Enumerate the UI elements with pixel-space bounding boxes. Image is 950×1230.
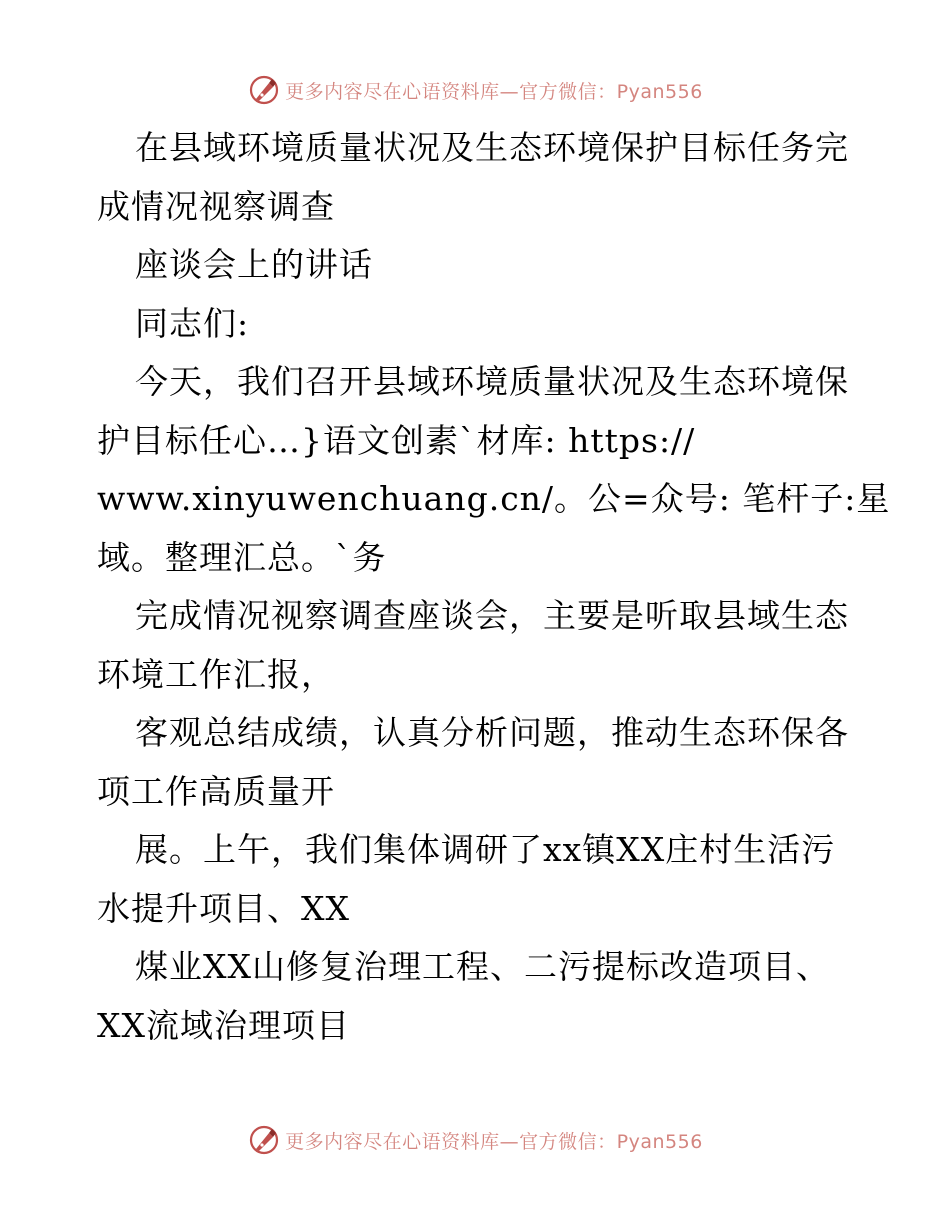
paragraph-line: 项工作高质量开 — [97, 771, 335, 811]
paragraph-line: 环境工作汇报， — [97, 654, 335, 694]
paragraph-line: XX流域治理项目 — [97, 1005, 350, 1045]
salutation: 同志们: — [135, 303, 250, 343]
footer-banner — [0, 1120, 950, 1160]
paragraph-line: 域。整理汇总。`务 — [97, 537, 387, 577]
paragraph-line: 煤业XX山修复治理工程、二污提标改造项目、 — [135, 947, 830, 986]
header-banner-content — [247, 73, 703, 107]
paragraph-line: 完成情况视察调查座谈会，主要是听取县域生态 — [135, 596, 849, 635]
paragraph-line: 水提升项目、XX — [97, 888, 350, 928]
document-body — [97, 123, 891, 1059]
paragraph-line: 今天，我们召开县域环境质量状况及生态环境保 — [135, 362, 849, 401]
footer-banner-text: 更多内容尽在心语资料库—官方微信：Pyan556 — [285, 1130, 703, 1153]
pen-nib-logo-icon — [247, 73, 281, 107]
header-banner — [0, 70, 950, 110]
pen-nib-logo-icon — [247, 1123, 281, 1157]
paragraph-line: 护目标任心…}语文创素`材库: https:// — [97, 420, 696, 460]
title-line-2: 成情况视察调查 — [97, 186, 335, 226]
footer-banner-content — [247, 1123, 703, 1157]
paragraph-line: www.xinyuwenchuang.cn/。公=众号: 笔杆子:星 — [97, 479, 891, 518]
paragraph-line: 客观总结成绩，认真分析问题，推动生态环保各 — [135, 713, 849, 752]
title-line-1: 在县域环境质量状况及生态环境保护目标任务完 — [135, 128, 849, 167]
paragraph-line: 展。上午，我们集体调研了xx镇XX庄村生活污 — [135, 830, 836, 869]
header-banner-text: 更多内容尽在心语资料库—官方微信：Pyan556 — [285, 80, 703, 103]
title-line-3: 座谈会上的讲话 — [135, 245, 373, 284]
